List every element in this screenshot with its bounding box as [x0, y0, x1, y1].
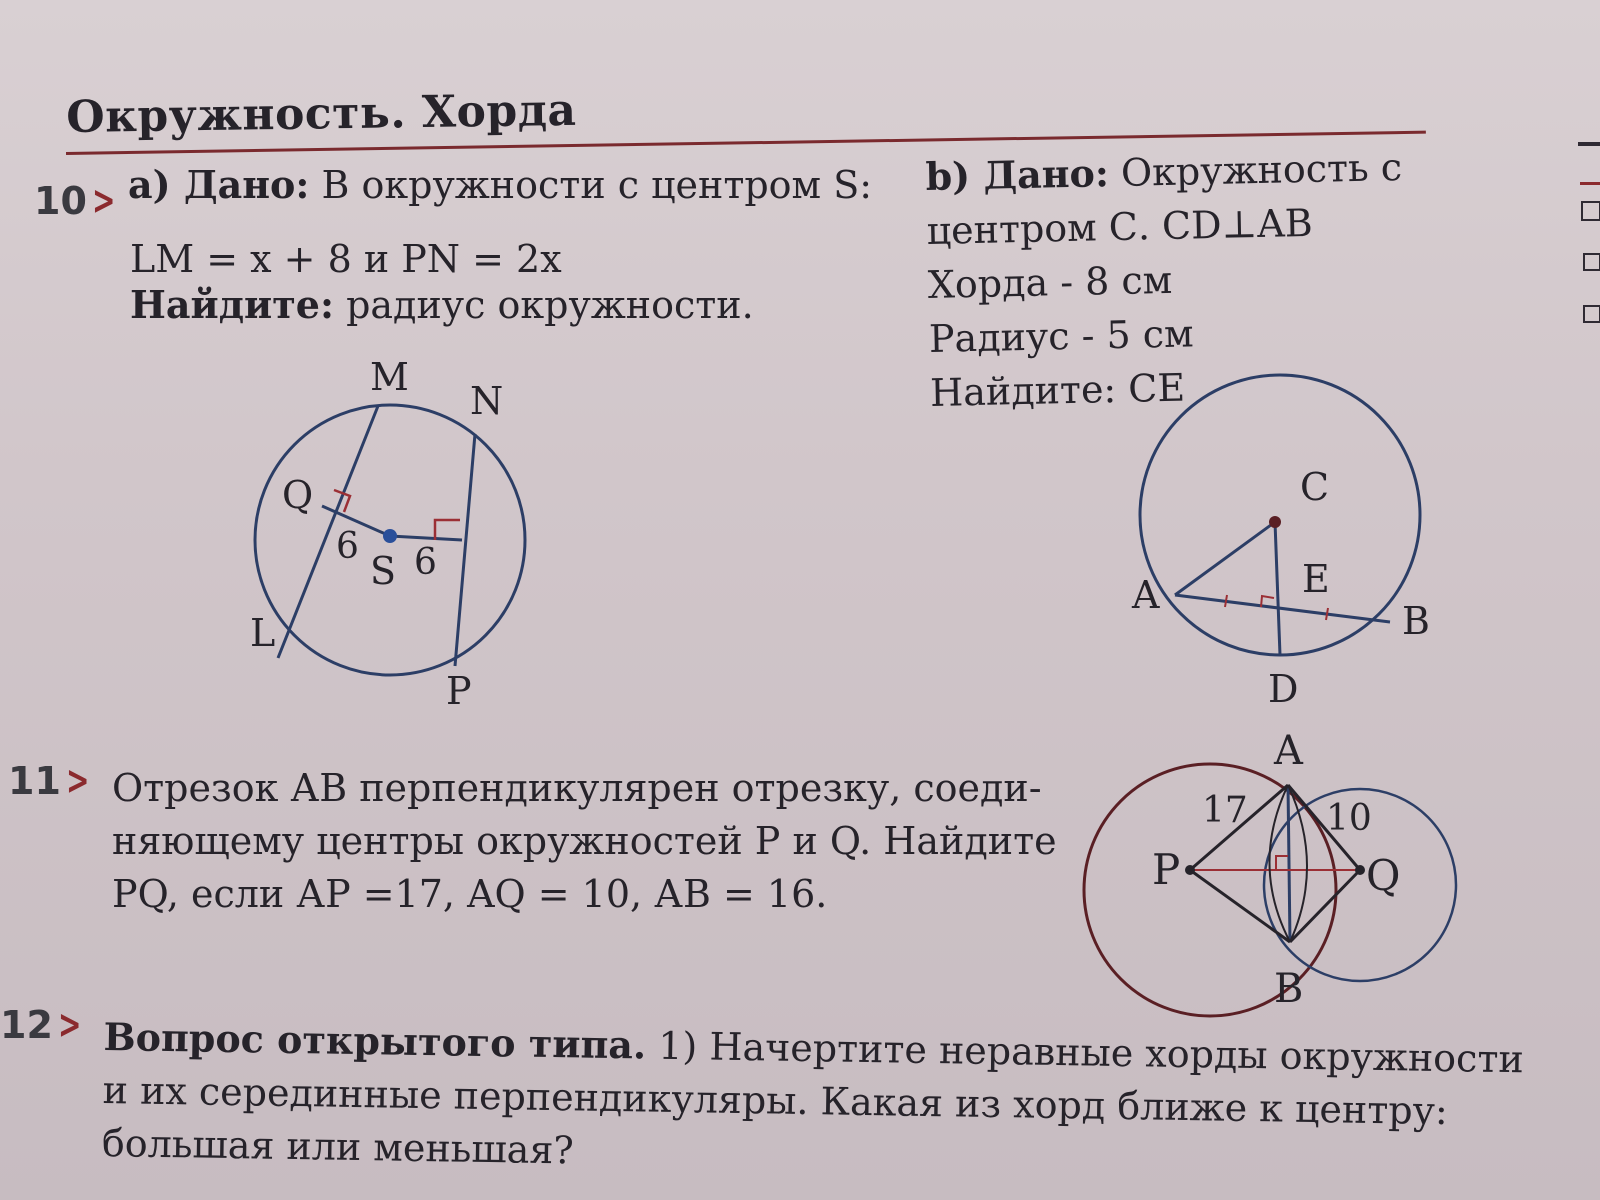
chevron-icon: >	[91, 178, 116, 224]
figure-10a	[230, 350, 560, 720]
task-10a-given-text: В окружности с центром S:	[321, 163, 873, 207]
task-10-number	[34, 178, 120, 224]
right-angle-mark-ab-pq	[1276, 856, 1288, 870]
label-s: S	[370, 549, 397, 593]
task-12-open-question-label: Вопрос открытого типа.	[103, 1013, 647, 1068]
label-a: A	[1274, 730, 1303, 774]
label-p: P	[446, 669, 472, 713]
task-11-line1: Отрезок АВ перпендикулярен отрезку, соеди-	[112, 766, 1042, 810]
label-b: B	[1402, 599, 1430, 643]
task-11-number	[8, 758, 94, 804]
center-point-s	[383, 529, 397, 543]
right-angle-mark-pn	[435, 520, 460, 540]
task-10a-line1	[128, 158, 872, 212]
task-10b-line2: центром С. CD⊥AB	[926, 200, 1314, 253]
label-ap-length: 17	[1202, 790, 1248, 831]
label-e: E	[1302, 557, 1330, 601]
task-11-number-text: 11	[8, 759, 61, 803]
label-d: D	[1268, 667, 1299, 711]
label-distance-s-pn: 6	[414, 542, 437, 583]
task-10b-line3: Хорда - 8 см	[927, 257, 1173, 307]
task-12-line2: и их серединные перпендикуляры. Какая из хорд ближе к центру:	[102, 1067, 1449, 1134]
task-10b-line1	[925, 140, 1403, 204]
task-12-number	[0, 1002, 86, 1048]
task-11-text	[112, 762, 1057, 921]
label-distance-sq: 6	[336, 526, 359, 567]
task-11-line2: няющему центры окружностей P и Q. Найдите	[112, 819, 1057, 863]
chevron-icon: >	[65, 758, 90, 804]
task-10b-given-text: Окружность с	[1120, 145, 1403, 195]
segment-ab	[1288, 785, 1290, 942]
label-l: L	[250, 611, 276, 655]
section-title: Окружность. Хорда	[66, 84, 577, 143]
chord-pn	[455, 434, 475, 666]
task-10a-line3	[130, 278, 754, 332]
task-10b-given-label: b) Дано:	[925, 150, 1110, 199]
label-n: N	[470, 379, 504, 423]
label-q: Q	[282, 473, 314, 517]
center-point-p	[1185, 865, 1195, 875]
chord-ab	[1175, 595, 1390, 622]
label-b: B	[1274, 966, 1304, 1012]
segment-cd	[1275, 522, 1280, 655]
center-point-q	[1355, 865, 1365, 875]
segment-ac	[1175, 522, 1275, 595]
task-12-text	[101, 1010, 1524, 1192]
task-10a-find-text: радиус окружности.	[346, 283, 754, 327]
tick-mark-ae	[1225, 595, 1227, 607]
label-q: Q	[1366, 851, 1401, 900]
task-10a-line2: LM = x + 8 и PN = 2x	[130, 237, 562, 281]
label-p: P	[1152, 845, 1181, 894]
figure-11	[1080, 730, 1470, 1030]
task-12-number-text: 12	[0, 1003, 53, 1047]
task-10a-find-label: Найдите:	[130, 282, 334, 327]
label-m: M	[370, 355, 409, 399]
circle-c	[1140, 375, 1420, 655]
label-a: A	[1132, 573, 1160, 617]
task-10b-line4: Радиус - 5 см	[928, 311, 1195, 361]
task-10b-line5: Найдите: СЕ	[929, 365, 1186, 415]
task-10a-given-label: а) Дано:	[128, 162, 310, 207]
segment-s-pn	[390, 536, 462, 540]
task-12-line1-rest: 1) Начертите неравные хорды окружности	[657, 1023, 1525, 1082]
label-aq-length: 10	[1326, 798, 1372, 839]
task-10-number-text: 10	[34, 179, 87, 223]
task-11-line3: PQ, если АР =17, AQ = 10, АВ = 16.	[112, 872, 828, 916]
task-12-line3: большая или меньшая?	[101, 1120, 575, 1173]
chord-lm	[278, 406, 378, 658]
label-c: C	[1300, 465, 1330, 509]
tick-mark-eb	[1326, 608, 1328, 620]
segment-bq	[1290, 870, 1360, 942]
page-edge-marks	[1570, 130, 1600, 350]
chevron-icon: >	[57, 1002, 82, 1048]
figure-10b	[1120, 360, 1440, 720]
center-point-c	[1269, 516, 1281, 528]
